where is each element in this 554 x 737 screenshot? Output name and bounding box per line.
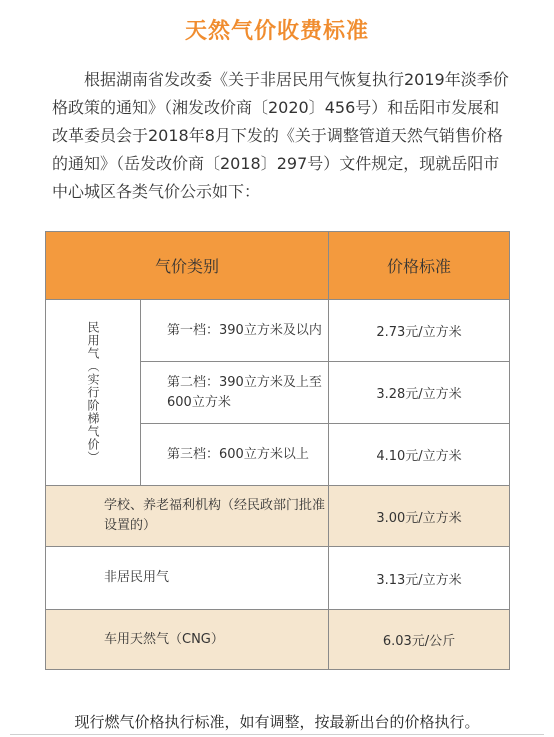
row-price: 6.03元/公斤 [329, 610, 510, 670]
header-price: 价格标准 [329, 232, 510, 300]
intro-paragraph: 根据湖南省发改委《关于非居民用气恢复执行2019年淡季价格政策的通知》（湘发改价商〔2020〕456号）和岳阳市发展和改革委员会于2018年8月下发的《关于调整管道天然气销售价格的通知》（岳发改价商〔2018〕297号）文件规定，现就岳阳市中心城区各类气价公示如下： [52, 70, 509, 201]
tier-price: 2.73元/立方米 [329, 300, 510, 362]
row-price: 3.13元/立方米 [329, 547, 510, 610]
header-category: 气价类别 [46, 232, 329, 300]
residential-category-cell [46, 300, 141, 486]
table-row [46, 300, 510, 362]
residential-category-label: 民用气（实行阶梯气价） [86, 321, 100, 464]
row-label: 学校、养老福利机构（经民政部门批准设置的） [46, 486, 329, 547]
table-row [46, 610, 510, 670]
page-title: 天然气价收费标准 [184, 19, 369, 44]
tier-label: 第三档：600立方米以上 [141, 424, 329, 486]
footer-note: 现行燃气价格执行标准，如有调整，按最新出台的价格执行。 [74, 713, 480, 731]
tier-price: 4.10元/立方米 [329, 424, 510, 486]
tier-price: 3.28元/立方米 [329, 362, 510, 424]
tier-label: 第一档：390立方米及以内 [141, 300, 329, 362]
table-header-row [46, 232, 510, 300]
row-label: 非居民用气 [46, 547, 329, 610]
row-label: 车用天然气（CNG） [46, 610, 329, 670]
tier-label: 第二档：390立方米及上至600立方米 [141, 362, 329, 424]
footer-divider [10, 734, 544, 735]
table-row [46, 547, 510, 610]
gas-price-table [45, 231, 510, 670]
table-row [46, 486, 510, 547]
row-price: 3.00元/立方米 [329, 486, 510, 547]
